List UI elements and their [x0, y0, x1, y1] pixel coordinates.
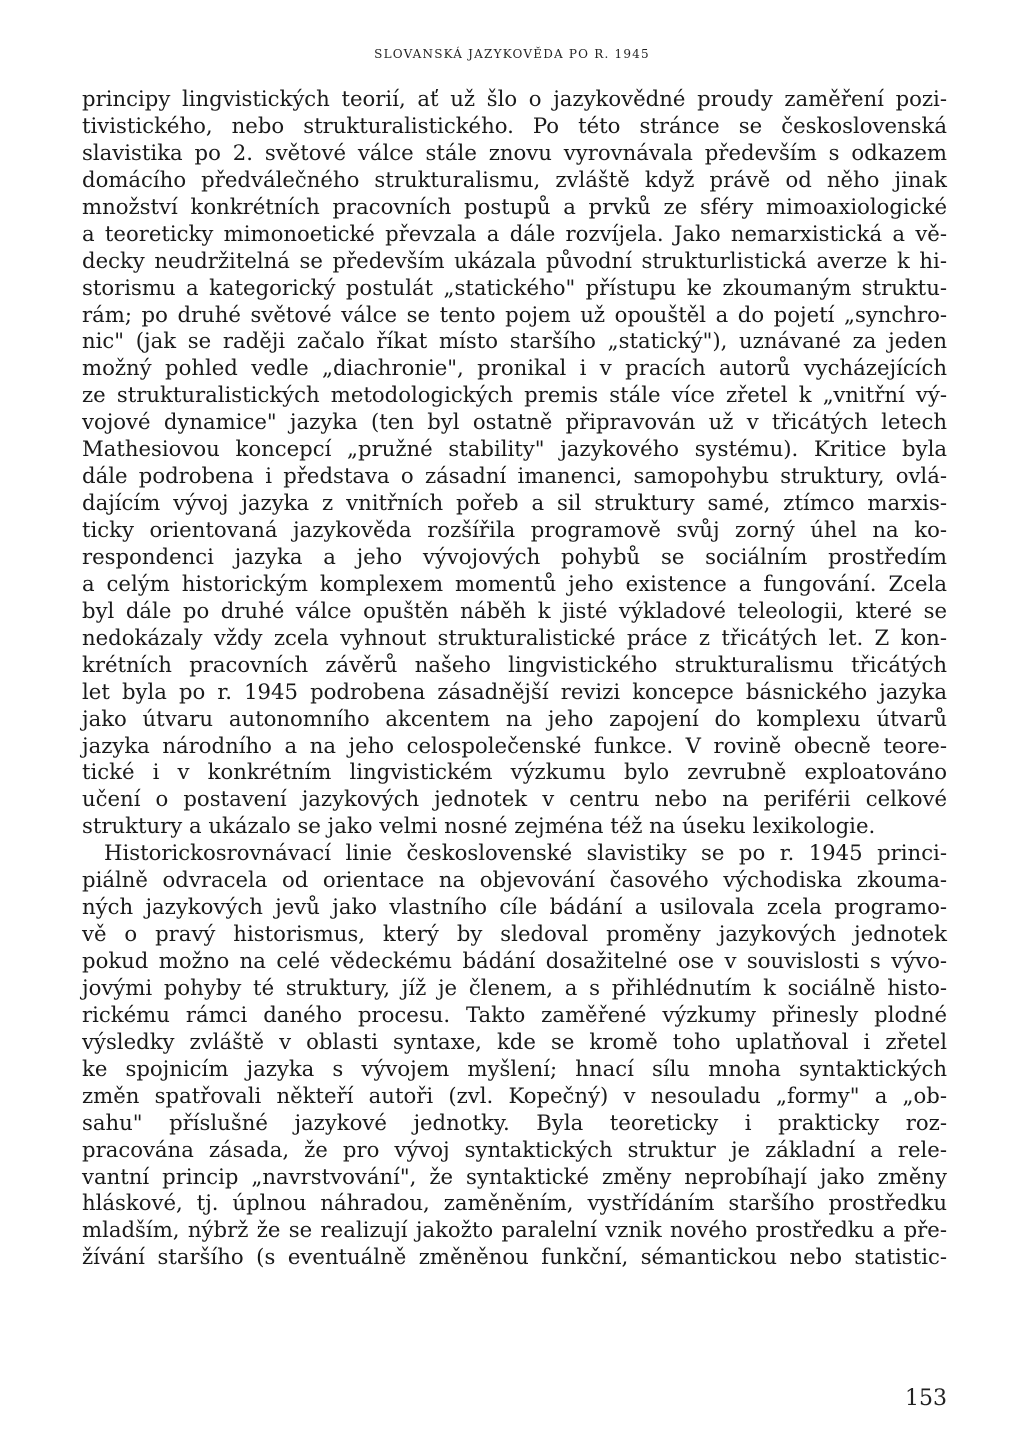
text-line: rám; po druhé světové válce se tento pojem už opouštěl a do pojetí „synchro- [82, 301, 947, 327]
text-line: žívání staršího (s eventuálně změněnou funkční, sémantickou nebo statistic- [82, 1244, 947, 1270]
text-line: tivistického, nebo strukturalistického. Po této stránce se československá [82, 112, 947, 138]
text-line: možný pohled vedle „diachronie", pronikal i v pracích autorů vycházejících [82, 355, 947, 381]
text-line: krétních pracovních závěrů našeho lingvistického strukturalismu třicátých [82, 651, 947, 677]
text-line: principy lingvistických teorií, ať už šlo o jazykovědné proudy zaměření pozi- [82, 86, 947, 111]
text-line: nic" (jak se raději začalo říkat místo staršího „statický"), uznávané za jeden [82, 328, 947, 354]
text-line: vantní princip „navrstvování", že syntaktické změny neprobíhají jako změny [82, 1163, 947, 1189]
text-line: učení o postavení jazykových jednotek v centru nebo na periférii celkové [82, 786, 947, 812]
text-line: jako útvaru autonomního akcentem na jeho zapojení do komplexu útvarů [82, 705, 947, 731]
text-line: výsledky zvláště v oblasti syntaxe, kde se kromě toho uplatňoval i zřetel [82, 1028, 947, 1054]
text-line: rickému rámci daného procesu. Takto zaměřené výzkumy přinesly plodné [82, 1001, 947, 1027]
text-line: a teoreticky mimonoetické převzala a dále rozvíjela. Jako nemarxistická a vě- [82, 220, 947, 246]
text-line: storismu a kategorický postulát „statického" přístupu ke zkoumaným struktu- [82, 274, 947, 300]
text-line: let byla po r. 1945 podrobena zásadnější revizi koncepce básnického jazyka [82, 678, 947, 704]
page-body [82, 86, 947, 1271]
text-line: decky neudržitelná se především ukázala původní strukturlistická averze k hi- [82, 247, 947, 273]
text-line: změn spatřovali někteří autoři (zvl. Kopečný) v nesouladu „formy" a „ob- [82, 1082, 947, 1108]
text-line: mladším, nýbrž že se realizují jakožto paralelní vznik nového prostředku a pře- [82, 1217, 947, 1243]
text-line: množství konkrétních pracovních postupů a prvků ze sféry mimoaxiologické [82, 193, 947, 219]
text-line: pokud možno na celé vědeckému bádání dosažitelné ose v souvislosti s vývo- [82, 948, 947, 973]
paragraph-first-line: Historickosrovnávací linie československé slavistiky se po r. 1945 princi- [104, 840, 947, 866]
text-line: respondenci jazyka a jeho vývojových pohybů se sociálním prostředím [82, 543, 947, 569]
text-line: sahu" příslušné jazykové jednotky. Byla teoreticky i prakticky roz- [82, 1109, 947, 1135]
text-line: ných jazykových jevů jako vlastního cíle bádání a usilovala zcela programo- [82, 894, 947, 920]
text-line: jovými pohyby té struktury, jíž je členem, a s přihlédnutím k sociálně histo- [82, 974, 947, 1000]
text-line: tické i v konkrétním lingvistickém výzkumu bylo zevrubně exploatováno [82, 759, 947, 785]
text-line: dajícím vývoj jazyka z vnitřních pořeb a sil struktury samé, ztímco marxis- [82, 490, 947, 516]
text-line: ze strukturalistických metodologických premis stále více zřetel k „vnitřní vý- [82, 382, 947, 408]
text-line: slavistika po 2. světové válce stále znovu vyrovnávala především s odkazem [82, 139, 947, 165]
text-line: Mathesiovou koncepcí „pružné stability" jazykového systému). Kritice byla [82, 436, 947, 462]
page-number: 153 [905, 1386, 947, 1411]
text-line: pracována zásada, že pro vývoj syntaktických struktur je základní a rele- [82, 1136, 947, 1162]
text-line: vojové dynamice" jazyka (ten byl ostatně připravován už v třicátých letech [82, 409, 947, 435]
text-line: byl dále po druhé válce opuštěn náběh k jisté výkladové teleologii, které se [82, 597, 947, 623]
text-line: a celým historickým komplexem momentů jeho existence a fungování. Zcela [82, 570, 947, 596]
text-line: ticky orientovaná jazykověda rozšířila programově svůj zorný úhel na ko- [82, 517, 947, 542]
text-line: dále podrobena i představa o zásadní imanenci, samopohybu struktury, ovlá- [82, 463, 947, 489]
paragraph-last-line: struktury a ukázalo se jako velmi nosné zejména též na úseku lexikologie. [82, 813, 876, 839]
text-line: piálně odvracela od orientace na objevování časového východiska zkouma- [82, 867, 947, 893]
text-line: jazyka národního a na jeho celospolečenské funkce. V rovině obecně teore- [82, 732, 947, 758]
running-head: SLOVANSKÁ JAZYKOVĚDA PO R. 1945 [374, 47, 650, 61]
text-line: nedokázaly vždy zcela vyhnout strukturalistické práce z třicátých let. Z kon- [82, 624, 947, 650]
text-line: hláskové, tj. úplnou náhradou, zaměněním, vystřídáním staršího prostředku [82, 1190, 947, 1216]
text-line: ke spojnicím jazyka s vývojem myšlení; hnací sílu mnoha syntaktických [82, 1055, 947, 1081]
text-line: vě o pravý historismus, který by sledoval proměny jazykových jednotek [82, 921, 947, 947]
text-line: domácího předválečného strukturalismu, zvláště když právě od něho jinak [82, 166, 947, 192]
